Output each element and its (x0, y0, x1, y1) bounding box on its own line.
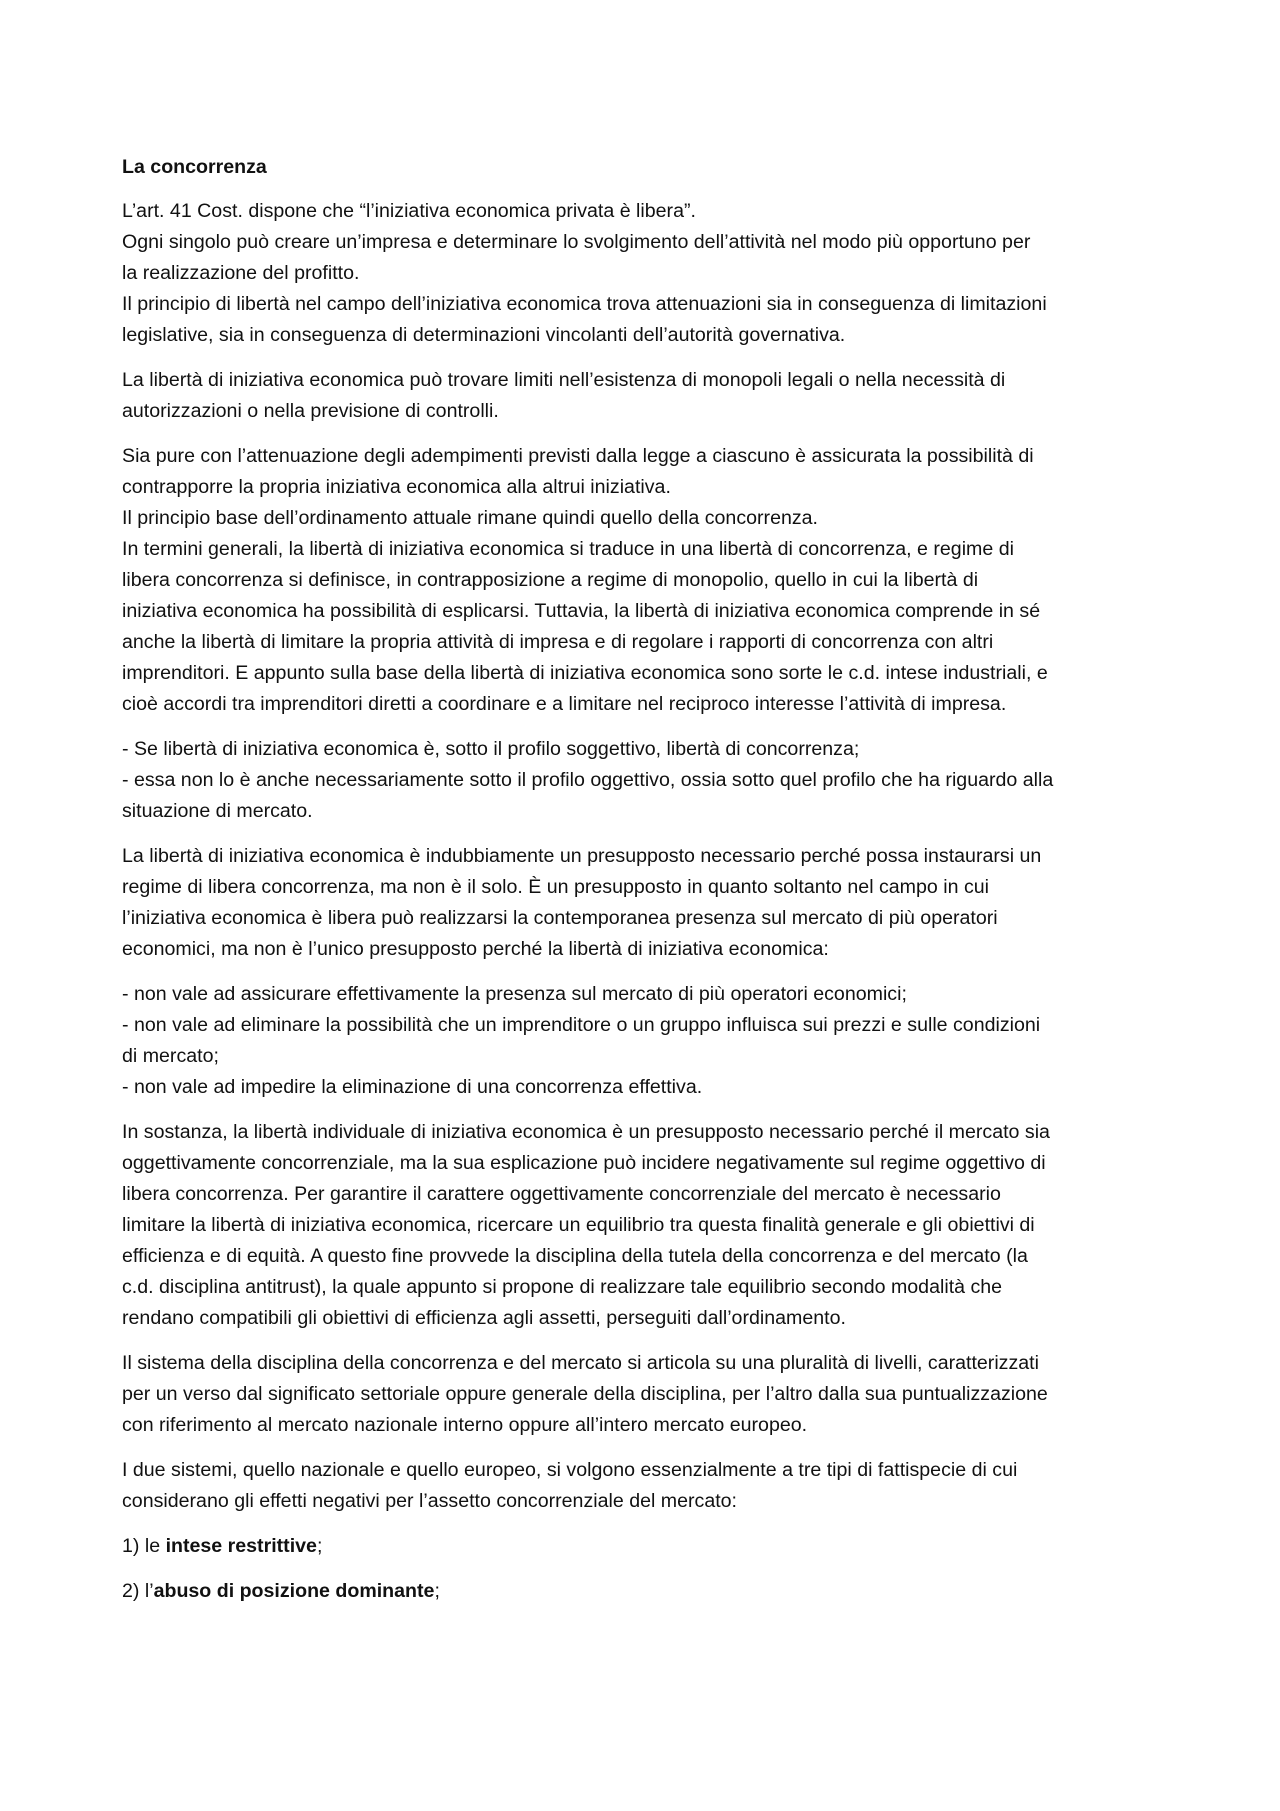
paragraph (122, 841, 1162, 965)
text-line: limitare la libertà di iniziativa economica, ricercare un equilibrio tra questa finalità generale e gli obiettivi di (122, 1214, 1035, 1236)
text-line: La libertà di iniziativa economica è indubbiamente un presupposto necessario perché possa instaurarsi un (122, 845, 1042, 867)
text-line: efficienza e di equità. A questo fine provvede la disciplina della tutela della concorrenza e del mercato (la (122, 1245, 1028, 1267)
paragraph (122, 1348, 1162, 1441)
text-line: regime di libera concorrenza, ma non è il solo. È un presupposto in quanto soltanto nel campo in cui (122, 876, 989, 898)
paragraph (122, 979, 1162, 1103)
paragraph-container (122, 196, 1162, 1517)
text-line: Il principio base dell’ordinamento attuale rimane quindi quello della concorrenza. (122, 507, 818, 529)
paragraph (122, 1455, 1162, 1517)
fattispecie-list (122, 1531, 1162, 1607)
text-line: cioè accordi tra imprenditori diretti a coordinare e a limitare nel reciproco interesse l’attività di impresa. (122, 693, 1007, 715)
text-line: contrapporre la propria iniziativa economica alla altrui iniziativa. (122, 476, 671, 498)
text-line: Il principio di libertà nel campo dell’iniziativa economica trova attenuazioni sia in conseguenza di limitazioni (122, 293, 1047, 315)
list-item-term: abuso di posizione dominante (153, 1580, 435, 1602)
text-line: libera concorrenza si definisce, in contrapposizione a regime di monopolio, quello in cui la libertà di (122, 569, 979, 591)
text-line: - essa non lo è anche necessariamente sotto il profilo oggettivo, ossia sotto quel profilo che ha riguardo alla (122, 769, 1054, 791)
text-line: rendano compatibili gli obiettivi di efficienza agli assetti, perseguiti dall’ordinamento. (122, 1307, 846, 1329)
text-line: iniziativa economica ha possibilità di esplicarsi. Tuttavia, la libertà di iniziativa economica comprende in sé (122, 600, 1041, 622)
text-line: - non vale ad eliminare la possibilità che un imprenditore o un gruppo influisca sui prezzi e sulle condizioni (122, 1014, 1041, 1036)
text-line: libera concorrenza. Per garantire il carattere oggettivamente concorrenziale del mercato è necessario (122, 1183, 1001, 1205)
text-line: In termini generali, la libertà di iniziativa economica si traduce in una libertà di concorrenza, e regime di (122, 538, 1014, 560)
list-item (122, 1576, 1162, 1607)
text-line: economici, ma non è l’unico presupposto perché la libertà di iniziativa economica: (122, 938, 829, 960)
text-line: Sia pure con l’attenuazione degli adempimenti previsti dalla legge a ciascuno è assicurata la possibilità di (122, 445, 1034, 467)
text-line: Ogni singolo può creare un’impresa e determinare lo svolgimento dell’attività nel modo più opportuno per (122, 231, 1031, 253)
text-line: - non vale ad impedire la eliminazione di una concorrenza effettiva. (122, 1076, 703, 1098)
text-line: I due sistemi, quello nazionale e quello europeo, si volgono essenzialmente a tre tipi di fattispecie di cui (122, 1459, 1018, 1481)
paragraph (122, 441, 1162, 720)
text-line: per un verso dal significato settoriale oppure generale della disciplina, per l’altro dalla sua puntualizzazione (122, 1383, 1048, 1405)
text-line: di mercato; (122, 1045, 219, 1067)
text-line: In sostanza, la libertà individuale di iniziativa economica è un presupposto necessario perché il mercato sia (122, 1121, 1050, 1143)
text-line: autorizzazioni o nella previsione di controlli. (122, 400, 499, 422)
list-item-suffix: ; (434, 1580, 440, 1602)
text-line: situazione di mercato. (122, 800, 313, 822)
text-line: con riferimento al mercato nazionale interno oppure all’intero mercato europeo. (122, 1414, 808, 1436)
text-line: La libertà di iniziativa economica può trovare limiti nell’esistenza di monopoli legali o nella necessità di (122, 369, 1006, 391)
text-line: l’iniziativa economica è libera può realizzarsi la contemporanea presenza sul mercato di più operatori (122, 907, 998, 929)
text-line: oggettivamente concorrenziale, ma la sua esplicazione può incidere negativamente sul regime oggettivo di (122, 1152, 1046, 1174)
page-title: La concorrenza (122, 156, 267, 178)
text-line: considerano gli effetti negativi per l’assetto concorrenziale del mercato: (122, 1490, 738, 1512)
text-line: Il sistema della disciplina della concorrenza e del mercato si articola su una pluralità di livelli, caratterizzati (122, 1352, 1039, 1374)
list-item (122, 1531, 1162, 1562)
paragraph (122, 365, 1162, 427)
text-line: L’art. 41 Cost. dispone che “l’iniziativa economica privata è libera”. (122, 200, 696, 222)
paragraph (122, 196, 1162, 351)
text-line: c.d. disciplina antitrust), la quale appunto si propone di realizzare tale equilibrio secondo modalità che (122, 1276, 1003, 1298)
paragraph (122, 734, 1162, 827)
list-item-prefix: 2) l’ (122, 1580, 154, 1602)
list-item-prefix: 1) le (122, 1535, 166, 1557)
text-line: anche la libertà di limitare la propria attività di impresa e di regolare i rapporti di concorrenza con altri (122, 631, 994, 653)
text-line: - Se libertà di iniziativa economica è, sotto il profilo soggettivo, libertà di concorrenza; (122, 738, 860, 760)
document-body (122, 152, 1162, 1621)
text-line: la realizzazione del profitto. (122, 262, 360, 284)
paragraph (122, 1117, 1162, 1334)
text-line: - non vale ad assicurare effettivamente la presenza sul mercato di più operatori economici; (122, 983, 907, 1005)
list-item-suffix: ; (316, 1535, 323, 1557)
text-line: legislative, sia in conseguenza di determinazioni vincolanti dell’autorità governativa. (122, 324, 846, 346)
text-line: imprenditori. E appunto sulla base della libertà di iniziativa economica sono sorte le c.d. intese industriali, e (122, 662, 1048, 684)
list-item-term: intese restrittive (165, 1535, 317, 1557)
